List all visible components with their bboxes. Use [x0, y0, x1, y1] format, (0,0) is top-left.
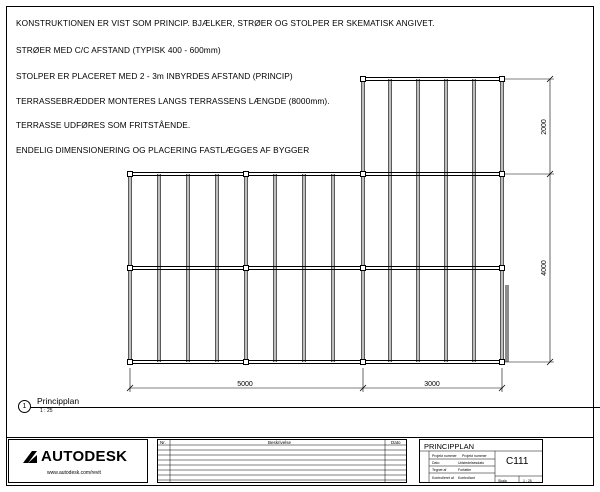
post	[500, 172, 505, 177]
revision-col-description: Beskrivelse	[268, 440, 292, 445]
post	[128, 266, 133, 271]
view-number-bubble: 1	[18, 400, 31, 413]
post	[128, 360, 133, 365]
note-joist-spacing: STRØER MED C/C AFSTAND (TYPISK 400 - 600mm)	[16, 45, 221, 55]
dimension-lines	[127, 76, 554, 392]
post	[244, 266, 249, 271]
view-scale: 1 : 25	[40, 408, 53, 414]
note-final-dimensioning: ENDELIG DIMENSIONERING OG PLACERING FASTLÆGGES AF BYGGER	[16, 145, 310, 155]
date-value: Udstedelsesdato	[458, 461, 485, 465]
note-construction-principle: KONSTRUKTIONEN ER VIST SOM PRINCIP. BJÆLKER, STRØER OG STOLPER ER SKEMATISK ANGIVET.	[16, 18, 435, 28]
note-post-spacing: STOLPER ER PLACERET MED 2 - 3m INBYRDES AFSTAND (PRINCIP)	[16, 71, 293, 81]
scale-label: Skala	[498, 479, 507, 483]
note-deck-boards: TERRASSEBRÆDDER MONTERES LANGS TERRASSENS LÆNGDE (8000mm).	[16, 96, 330, 106]
post	[128, 172, 133, 177]
post	[361, 360, 366, 365]
checked-by-value: Kontrollant	[458, 476, 475, 480]
note-freestanding: TERRASSE UDFØRES SOM FRITSTÅENDE.	[16, 120, 191, 130]
checked-by-label: Kontrolleret af	[432, 476, 454, 480]
drawn-by-label: Tegnet af	[432, 468, 447, 472]
revision-table-grid	[157, 439, 407, 483]
sheet-title: PRINCIPPLAN	[424, 442, 475, 451]
date-label: Dato	[432, 461, 440, 465]
autodesk-logo-text: AUTODESK	[41, 448, 128, 465]
dim-text-4000: 4000	[541, 260, 548, 276]
post	[500, 77, 505, 82]
sheet-number: C111	[506, 456, 529, 467]
post	[500, 360, 505, 365]
revision-table	[157, 439, 407, 483]
revision-col-date: Dato	[391, 440, 401, 445]
dim-text-2000: 2000	[541, 119, 548, 135]
project-number-value: Projekt nummer	[462, 454, 487, 458]
revision-col-number: Nr.	[160, 440, 166, 445]
titleblock-info	[419, 439, 543, 483]
titleblock-logo-area	[8, 439, 148, 483]
view-title-underline	[31, 407, 600, 408]
drawn-by-value: Forfatter	[458, 468, 472, 472]
post	[361, 172, 366, 177]
dim-text-5000: 5000	[237, 381, 253, 388]
view-name: Principplan	[37, 396, 80, 406]
scale-value: 1 : 25	[523, 479, 532, 483]
dim-text-3000: 3000	[424, 381, 440, 388]
autodesk-logo-icon	[23, 451, 37, 463]
post	[244, 172, 249, 177]
terrace-structure	[128, 77, 509, 365]
project-number-label: Projekt nummer	[432, 454, 457, 458]
titleblock-divider	[6, 437, 594, 438]
post	[361, 77, 366, 82]
autodesk-url: www.autodesk.com/revit	[47, 470, 101, 476]
post	[500, 266, 505, 271]
post	[361, 266, 366, 271]
post	[244, 360, 249, 365]
